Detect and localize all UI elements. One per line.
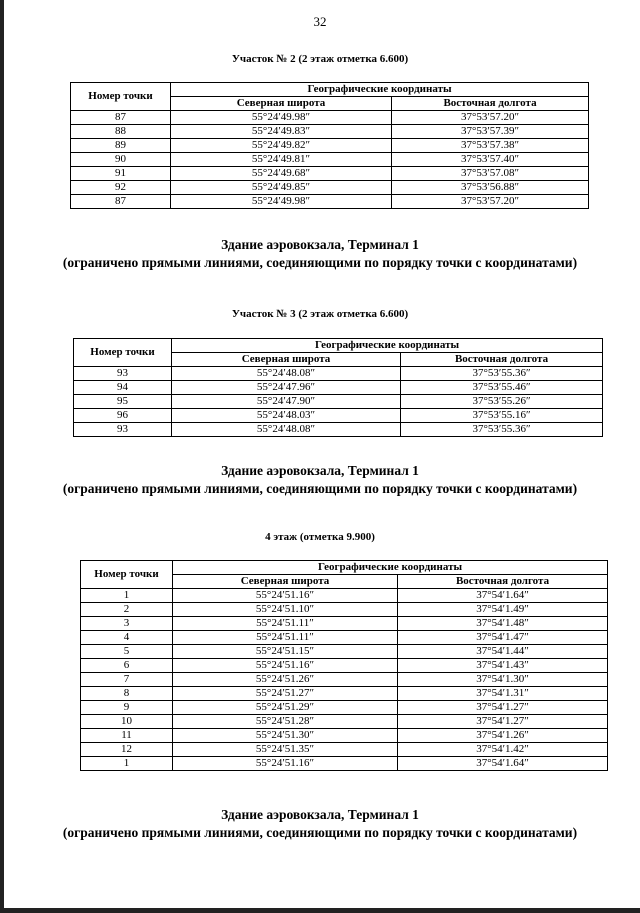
table-row: [71, 139, 589, 153]
latitude-value: 55°24′51.16″: [173, 589, 398, 603]
table-row: [74, 367, 603, 381]
point-number: 89: [71, 139, 171, 153]
point-number: 88: [71, 125, 171, 139]
table-row: [81, 729, 608, 743]
longitude-value: 37°54′1.31″: [398, 687, 608, 701]
latitude-value: 55°24′48.08″: [172, 423, 401, 437]
latitude-value: 55°24′49.82″: [171, 139, 392, 153]
latitude-value: 55°24′51.15″: [173, 645, 398, 659]
table-row: [71, 125, 589, 139]
latitude-value: 55°24′51.28″: [173, 715, 398, 729]
heading-subtitle: (ограничено прямыми линиями, соединяющими по порядку точки с координатами): [62, 255, 578, 270]
point-number: 3: [81, 617, 173, 631]
latitude-value: 55°24′49.85″: [171, 181, 392, 195]
point-number: 7: [81, 673, 173, 687]
table-row: [71, 111, 589, 125]
table-row: [74, 395, 603, 409]
longitude-value: 37°53′55.46″: [401, 381, 603, 395]
latitude-value: 55°24′51.35″: [173, 743, 398, 757]
heading-subtitle: (ограничено прямыми линиями, соединяющими по порядку точки с координатами): [62, 481, 578, 496]
latitude-header: Северная широта: [172, 353, 401, 367]
longitude-value: 37°54′1.27″: [398, 701, 608, 715]
heading-title: Здание аэровокзала, Терминал 1: [221, 807, 419, 822]
point-number: 8: [81, 687, 173, 701]
longitude-value: 37°54′1.27″: [398, 715, 608, 729]
latitude-value: 55°24′48.03″: [172, 409, 401, 423]
section-heading: [60, 462, 580, 498]
table-row: [74, 423, 603, 437]
latitude-value: 55°24′51.16″: [173, 659, 398, 673]
longitude-value: 37°54′1.48″: [398, 617, 608, 631]
coordinates-table: [80, 560, 608, 771]
longitude-value: 37°53′57.08″: [392, 167, 589, 181]
latitude-value: 55°24′51.10″: [173, 603, 398, 617]
latitude-header: Северная широта: [173, 575, 398, 589]
point-number: 9: [81, 701, 173, 715]
table-row: [81, 687, 608, 701]
point-number: 2: [81, 603, 173, 617]
longitude-value: 37°54′1.64″: [398, 757, 608, 771]
page-number: 32: [313, 14, 327, 29]
longitude-header: Восточная долгота: [398, 575, 608, 589]
longitude-value: 37°54′1.64″: [398, 589, 608, 603]
point-number: 96: [74, 409, 172, 423]
point-number: 91: [71, 167, 171, 181]
latitude-value: 55°24′49.98″: [171, 111, 392, 125]
longitude-value: 37°53′57.20″: [392, 111, 589, 125]
table-row: [81, 631, 608, 645]
table-row: [81, 715, 608, 729]
latitude-value: 55°24′48.08″: [172, 367, 401, 381]
point-number: 4: [81, 631, 173, 645]
section-caption: Участок № 2 (2 этаж отметка 6.600): [231, 53, 409, 65]
table-row: [81, 673, 608, 687]
longitude-value: 37°53′55.16″: [401, 409, 603, 423]
longitude-value: 37°53′57.20″: [392, 195, 589, 209]
point-number: 92: [71, 181, 171, 195]
table-row: [81, 617, 608, 631]
table-row: [81, 589, 608, 603]
longitude-value: 37°54′1.49″: [398, 603, 608, 617]
coordinates-table: [70, 82, 589, 209]
longitude-value: 37°53′56.88″: [392, 181, 589, 195]
latitude-value: 55°24′51.26″: [173, 673, 398, 687]
point-number: 93: [74, 367, 172, 381]
longitude-value: 37°53′55.36″: [401, 367, 603, 381]
heading-title: Здание аэровокзала, Терминал 1: [221, 237, 419, 252]
table-row: [81, 659, 608, 673]
table-row: [81, 603, 608, 617]
point-number: 87: [71, 111, 171, 125]
section-heading: [60, 806, 580, 842]
longitude-value: 37°53′57.38″: [392, 139, 589, 153]
point-number: 1: [81, 589, 173, 603]
coordinates-header: Географические координаты: [172, 339, 603, 353]
section-caption: 4 этаж (отметка 9.900): [265, 531, 375, 543]
point-number: 10: [81, 715, 173, 729]
latitude-value: 55°24′47.90″: [172, 395, 401, 409]
point-number: 6: [81, 659, 173, 673]
longitude-value: 37°53′57.39″: [392, 125, 589, 139]
latitude-value: 55°24′51.11″: [173, 631, 398, 645]
table-row: [71, 153, 589, 167]
latitude-value: 55°24′51.29″: [173, 701, 398, 715]
point-number: 93: [74, 423, 172, 437]
table-row: [74, 381, 603, 395]
table-row: [81, 701, 608, 715]
latitude-value: 55°24′49.83″: [171, 125, 392, 139]
longitude-value: 37°54′1.47″: [398, 631, 608, 645]
point-number: 95: [74, 395, 172, 409]
longitude-value: 37°54′1.26″: [398, 729, 608, 743]
latitude-value: 55°24′49.81″: [171, 153, 392, 167]
longitude-value: 37°54′1.42″: [398, 743, 608, 757]
point-number: 11: [81, 729, 173, 743]
longitude-value: 37°53′55.26″: [401, 395, 603, 409]
point-number: 94: [74, 381, 172, 395]
longitude-value: 37°54′1.30″: [398, 673, 608, 687]
longitude-header: Восточная долгота: [392, 97, 589, 111]
longitude-header: Восточная долгота: [401, 353, 603, 367]
scan-edge-bottom: [0, 908, 640, 913]
latitude-value: 55°24′51.11″: [173, 617, 398, 631]
longitude-value: 37°54′1.43″: [398, 659, 608, 673]
coordinates-header: Географические координаты: [171, 83, 589, 97]
point-number: 90: [71, 153, 171, 167]
table-row: [74, 409, 603, 423]
latitude-value: 55°24′49.98″: [171, 195, 392, 209]
table-row: [81, 757, 608, 771]
point-number: 12: [81, 743, 173, 757]
heading-subtitle: (ограничено прямыми линиями, соединяющими по порядку точки с координатами): [62, 825, 578, 840]
latitude-value: 55°24′51.27″: [173, 687, 398, 701]
point-number: 1: [81, 757, 173, 771]
table-row: [71, 181, 589, 195]
longitude-value: 37°53′57.40″: [392, 153, 589, 167]
table-row: [81, 743, 608, 757]
scan-edge-left: [0, 0, 4, 913]
coordinates-table: [73, 338, 603, 437]
latitude-value: 55°24′51.16″: [173, 757, 398, 771]
table-row: [71, 195, 589, 209]
point-number-header: Номер точки: [71, 83, 171, 111]
point-number-header: Номер точки: [74, 339, 172, 367]
latitude-value: 55°24′49.68″: [171, 167, 392, 181]
table-row: [71, 167, 589, 181]
latitude-value: 55°24′47.96″: [172, 381, 401, 395]
section-caption: Участок № 3 (2 этаж отметка 6.600): [231, 308, 409, 320]
point-number: 5: [81, 645, 173, 659]
point-number: 87: [71, 195, 171, 209]
latitude-header: Северная широта: [171, 97, 392, 111]
coordinates-header: Географические координаты: [173, 561, 608, 575]
longitude-value: 37°54′1.44″: [398, 645, 608, 659]
heading-title: Здание аэровокзала, Терминал 1: [221, 463, 419, 478]
longitude-value: 37°53′55.36″: [401, 423, 603, 437]
section-heading: [60, 236, 580, 272]
point-number-header: Номер точки: [81, 561, 173, 589]
latitude-value: 55°24′51.30″: [173, 729, 398, 743]
table-row: [81, 645, 608, 659]
